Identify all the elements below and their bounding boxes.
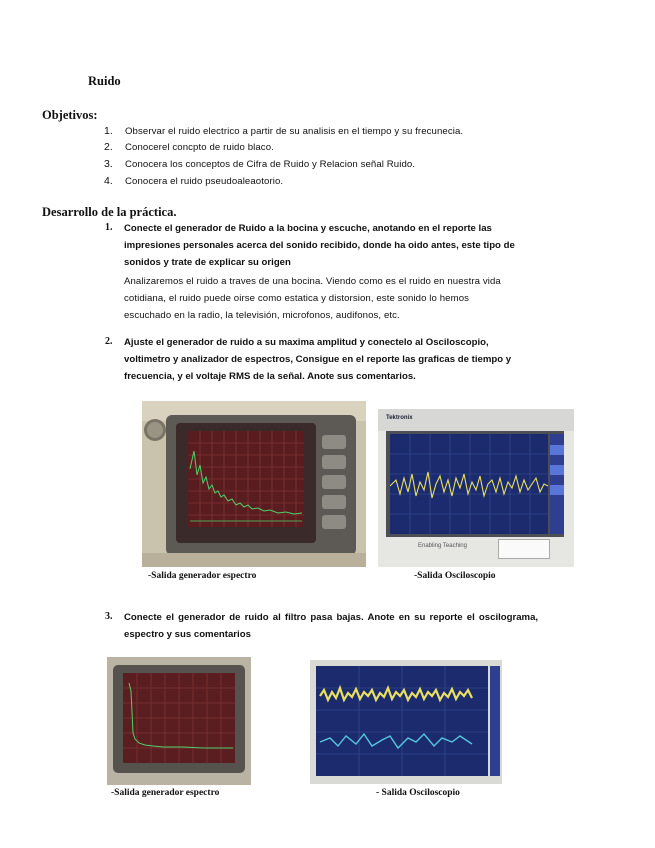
photo-caption: -Salida generador espectro bbox=[148, 571, 257, 581]
objetivo-number: 2. bbox=[104, 141, 113, 153]
scope-tagline: Enabling Teaching bbox=[418, 543, 467, 549]
page-title: Ruido bbox=[88, 74, 121, 88]
photo-caption: - Salida Osciloscopio bbox=[376, 788, 460, 798]
objetivo-number: 4. bbox=[104, 175, 113, 187]
oscilloscope-photo bbox=[378, 409, 574, 567]
step-number: 3. bbox=[105, 611, 113, 622]
photo-caption: -Salida Osciloscopio bbox=[414, 571, 496, 581]
step-number: 1. bbox=[105, 222, 113, 233]
step-instruction: voltimetro y analizador de espectros, Consigue en el reporte las graficas de tiempo y bbox=[124, 354, 512, 365]
step-number: 2. bbox=[105, 336, 113, 347]
step-instruction: frecuencia, y el voltaje RMS de la señal. Anote sus comentarios. bbox=[124, 371, 416, 382]
step-instruction: espectro y sus comentarios bbox=[124, 629, 251, 640]
objetivos-heading: Objetivos: bbox=[42, 108, 98, 122]
photo-caption: -Salida generador espectro bbox=[111, 788, 220, 798]
desarrollo-heading: Desarrollo de la práctica. bbox=[42, 205, 177, 219]
spectrum-analyzer-photo-2 bbox=[107, 657, 251, 785]
step-instruction: Ajuste el generador de ruido a su maxima amplitud y conectelo al Osciloscopio, bbox=[124, 337, 489, 348]
oscilloscope-screen bbox=[390, 434, 548, 534]
spectrum-analyzer-photo bbox=[142, 401, 366, 567]
step-answer: cotidiana, el ruido puede oirse como estatica y distorsion, este sonido lo hemos bbox=[124, 293, 470, 304]
step-instruction: Conecte el generador de Ruido a la bocina y escuche, anotando en el reporte las bbox=[124, 223, 492, 234]
oscilloscope-screen-2 bbox=[316, 666, 488, 776]
spectrum-screen-2 bbox=[123, 673, 235, 763]
step-instruction: impresiones personales acerca del sonido recibido, donde ha oido antes, este tipo de bbox=[124, 240, 515, 251]
objetivo-number: 1. bbox=[104, 125, 113, 137]
step-instruction: sonidos y trate de explicar su origen bbox=[124, 257, 291, 268]
objetivo-number: 3. bbox=[104, 158, 113, 170]
spectrum-screen bbox=[188, 431, 304, 527]
scope-brand: Tektronix bbox=[386, 415, 413, 421]
objetivo-text: Conocera los conceptos de Cifra de Ruido y Relacion señal Ruido. bbox=[125, 159, 416, 170]
step-instruction: Conecte el generador de ruido al filtro pasa bajas. Anote en su reporte el oscilograma, bbox=[124, 612, 539, 623]
oscilloscope-photo-2 bbox=[310, 660, 502, 784]
objetivo-text: Conocerel concpto de ruido blaco. bbox=[125, 142, 274, 153]
objetivo-text: Observar el ruido electrico a partir de su analisis en el tiempo y su frecunecia. bbox=[125, 126, 464, 137]
step-answer: escuchado en la radio, la televisión, microfonos, audifonos, etc. bbox=[124, 310, 400, 321]
objetivo-text: Conocera el ruido pseudoaleaotorio. bbox=[125, 176, 284, 187]
step-answer: Analizaremos el ruido a traves de una bocina. Viendo como es el ruido en nuestra vida bbox=[124, 276, 501, 287]
